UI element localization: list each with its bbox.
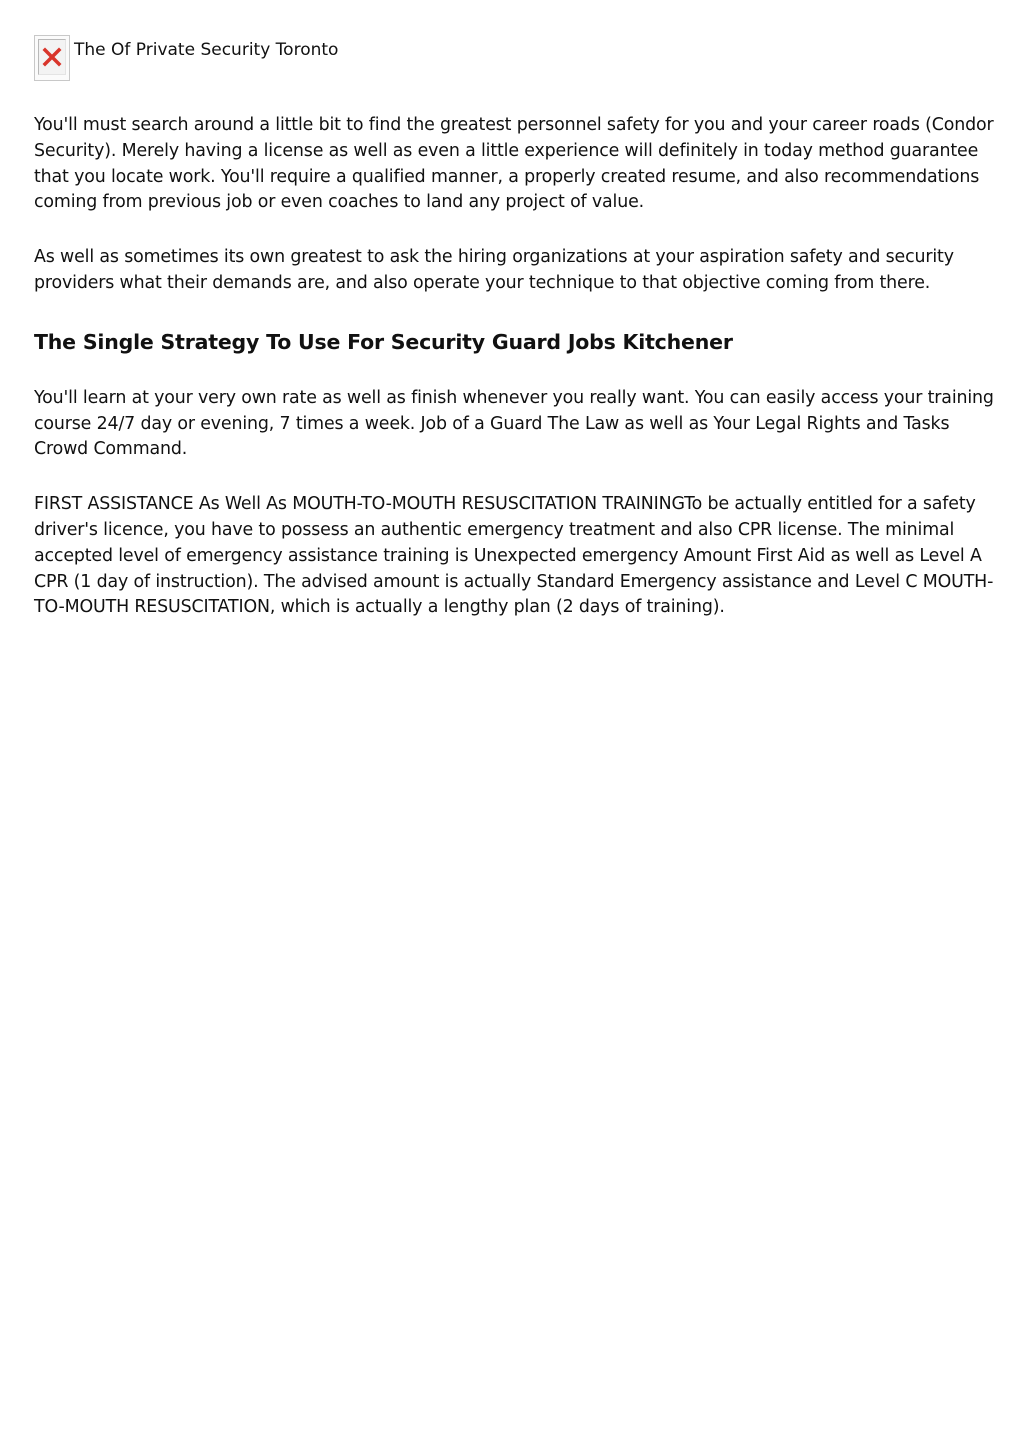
page-header: [34, 35, 338, 83]
article-paragraph: You'll must search around a little bit to find the greatest personnel safety for you and your career roads (Condor Security). Merely having a license as well as even a little experience will definitely in today method guarantee that you locate work. You'll require a qualified manner, a properly created resume, and also recommendations coming from previous job or even coaches to land any project of value.: [34, 115, 994, 213]
article-paragraph: You'll learn at your very own rate as well as finish whenever you really want. You can easily access your training course 24/7 day or evening, 7 times a week. Job of a Guard The Law as well as Your Legal Rights and Tasks Crowd Command.: [34, 387, 994, 460]
broken-image-icon: [34, 35, 70, 81]
image-alt-text: The Of Private Security Toronto: [74, 40, 339, 60]
article-paragraph: As well as sometimes its own greatest to ask the hiring organizations at your aspiration safety and security providers what their demands are, and also operate your technique to that objective coming from there.: [34, 247, 954, 293]
red-x-icon: [40, 45, 64, 69]
article-body: [34, 113, 994, 621]
section-heading: The Single Strategy To Use For Security Guard Jobs Kitchener: [34, 329, 733, 354]
article-paragraph: FIRST ASSISTANCE As Well As MOUTH-TO-MOUTH RESUSCITATION TRAININGTo be actually entitled for a safety driver's licence, you have to possess an authentic emergency treatment and also CPR license. The minimal accepted level of emergency assistance training is Unexpected emergency Amount First Aid as well as Level A CPR (1 day of instruction). The advised amount is actually Standard Emergency assistance and Level C MOUTH-TO-MOUTH RESUSCITATION, which is actually a lengthy plan (2 days of training).: [34, 494, 994, 618]
